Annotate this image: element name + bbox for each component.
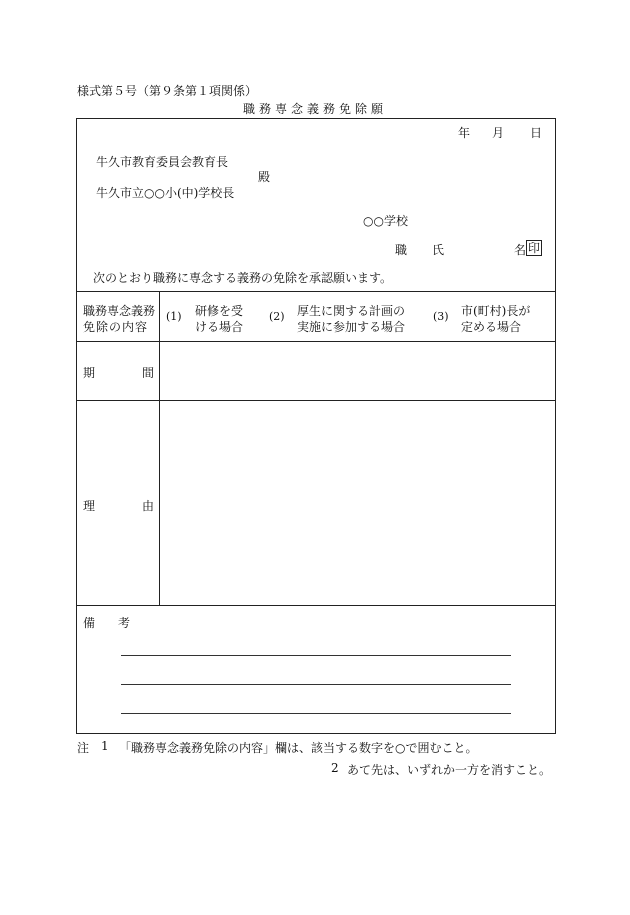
date-day: 日 [530, 126, 543, 140]
applicant-name-2: 名 [514, 243, 527, 257]
option-2-line2: 実施に参加する場合 [297, 320, 406, 334]
date-year: 年 [458, 126, 471, 140]
notes-prefix: 注 [77, 741, 90, 755]
remarks-line-2 [121, 684, 511, 685]
reason-label-1: 理 [83, 499, 96, 513]
remarks-line-3 [121, 713, 511, 714]
remarks-line-1 [121, 655, 511, 656]
note-1-number: 1 [101, 739, 109, 753]
addressee-line2: 牛久市立○○小(中)学校長 [96, 186, 235, 200]
applicant-position: 職 [395, 243, 408, 257]
divider-content [76, 291, 556, 292]
form-frame [76, 118, 556, 734]
remarks-label-1: 備 [83, 616, 96, 630]
option-1-line2: ける場合 [195, 320, 244, 334]
note-2-number: 2 [331, 761, 339, 775]
divider-period [76, 341, 556, 342]
option-2-number: (2) [269, 310, 285, 323]
form-label: 様式第５号（第９条第１項関係） [77, 84, 258, 98]
divider-reason [76, 400, 556, 401]
divider-remarks [76, 605, 556, 606]
remarks-label-2: 考 [118, 616, 131, 630]
applicant-school: ○○学校 [363, 214, 408, 228]
note-2-text: あて先は、いずれか一方を消すこと。 [347, 763, 552, 777]
request-text: 次のとおり職務に専念する義務の免除を承認願います。 [93, 271, 393, 285]
label-column-divider [159, 291, 160, 605]
addressee-line1: 牛久市教育委員会教育長 [96, 155, 229, 169]
date-month: 月 [492, 126, 505, 140]
applicant-name-1: 氏 [432, 243, 445, 257]
option-1-line1: 研修を受 [195, 304, 244, 318]
content-label-2: 免除の内容 [83, 320, 149, 334]
reason-label-2: 由 [142, 499, 155, 513]
content-label-1: 職務専念義務 [83, 304, 156, 318]
option-3-number: (3) [433, 310, 449, 323]
seal-mark: 印 [528, 241, 541, 255]
option-3-line2: 定める場合 [461, 320, 522, 334]
period-label-2: 間 [142, 366, 155, 380]
note-1-text: 「職務専念義務免除の内容」欄は、該当する数字を○で囲むこと。 [119, 741, 478, 755]
option-1-number: (1) [166, 310, 182, 323]
option-2-line1: 厚生に関する計画の [297, 304, 406, 318]
document-title: 職務専念義務免除願 [242, 102, 387, 116]
addressee-honorific: 殿 [258, 170, 271, 184]
period-label-1: 期 [83, 366, 96, 380]
option-3-line1: 市(町村)長が [461, 304, 531, 318]
